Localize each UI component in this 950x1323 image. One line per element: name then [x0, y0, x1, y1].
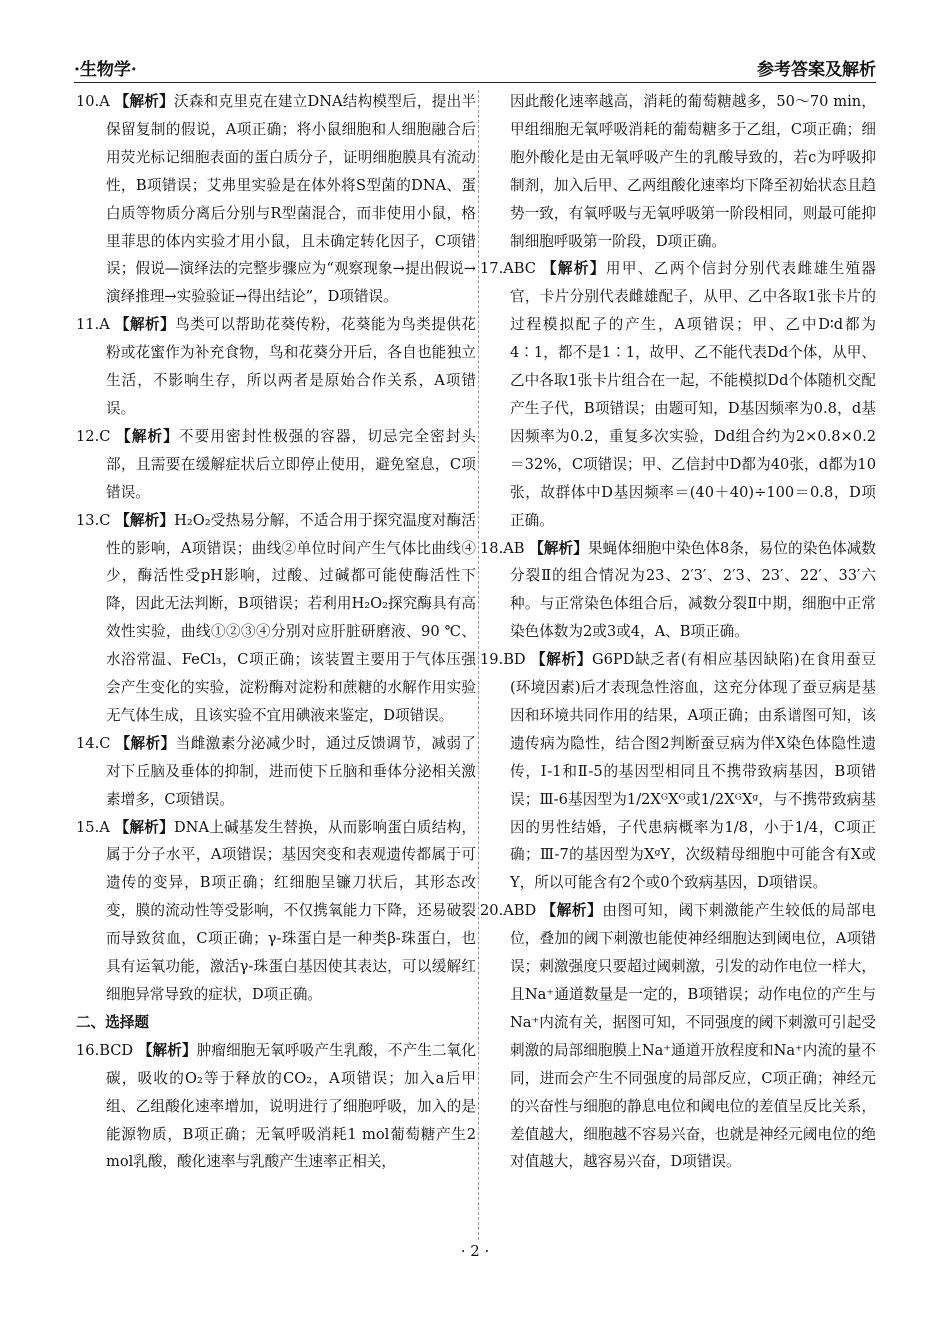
answer-item-15: 15.A 【解析】DNA上碱基发生替换，从而影响蛋白质结构，属于分子水平，A项错误；基因突变和表观遗传都属于可遗传的变异，B项正确；红细胞呈镰刀状后，其形态改变，膜的流动性等受影响，不仅携氧能力下降，还易破裂而导致贫血，C项正确；γ-珠蛋白是一种类β-珠蛋白，也具有运氧功能，激活γ-珠蛋白基因使其表达，可以缓解红细胞异常导致的症状，D项正确。 — [76, 818, 476, 1003]
answer-item-13: 13.C 【解析】H₂O₂受热易分解，不适合用于探究温度对酶活性的影响，A项错误；曲线②单位时间产生气体比曲线④少，酶活性受pH影响，过酸、过碱都可能使酶活性下降，因此无法判断，B项错误；若利用H₂O₂探究酶具有高效性实验，曲线①②③④分别对应肝脏研磨液、90 ℃、水浴常温、FeCl₃，C项正确；该装置主要用于气体压强会产生变化的实验，淀粉酶对淀粉和蔗糖的水解作用实验无气体生成，且该实验不宜用碘液来鉴定，D项错误。 — [76, 511, 476, 724]
answer-item-20: 20.ABD 【解析】由图可知，阈下刺激能产生较低的局部电位，叠加的阈下刺激也能使神经细胞达到阈电位，A项错误；刺激强度只要超过阈刺激，引发的动作电位一样大，且Na⁺通道数量是一定的，B项错误；动作电位的产生与Na⁺内流有关，据图可知，不同强度的阈下刺激可引起受刺激的局部细胞膜上Na⁺通道开放程度和Na⁺内流的量不同，进而会产生不同强度的局部反应，C项正确；神经元的兴奋性与细胞的静息电位和阈电位的差值呈反比关系，差值越大，细胞越不容易兴奋，也就是神经元阈电位的绝对值越大，越容易兴奋，D项错误。 — [480, 902, 876, 1171]
right-column — [480, 88, 876, 1176]
answer-item-16-continued: 因此酸化速率越高，消耗的葡萄糖越多，50～70 min，甲组细胞无氧呼吸消耗的葡萄糖多于乙组，C项正确；细胞外酸化是由无氧呼吸产生的乳酸导致的，若c为呼吸抑制剂，加入后甲、乙两组酸化速率均下降至初始状态且趋势一致，有氧呼吸与无氧呼吸第一阶段相同，则最可能抑制细胞呼吸第一阶段，D项正确。 — [510, 93, 876, 250]
answer-item-14: 14.C 【解析】当雌激素分泌减少时，通过反馈调节，减弱了对下丘脑及垂体的抑制，进而使下丘脑和垂体分泌相关激素增多，C项错误。 — [76, 734, 476, 808]
answer-item-10: 10.A 【解析】沃森和克里克在建立DNA结构模型后，提出半保留复制的假说，A项正确；将小鼠细胞和人细胞融合后用荧光标记细胞表面的蛋白质分子，证明细胞膜具有流动性，B项错误；艾弗里实验是在体外将S型菌的DNA、蛋白质等物质分离后分别与R型菌混合，而非使用小鼠，格里菲思的体内实验才用小鼠，且未确定转化因子，C项错误；假说—演绎法的完整步骤应为“观察现象→提出假说→演绎推理→实验验证→得出结论”，D项错误。 — [76, 93, 476, 306]
page-number: · 2 · — [460, 1242, 490, 1260]
section-title: 参考答案及解析 — [757, 60, 876, 80]
page-header — [74, 52, 876, 83]
column-divider — [478, 90, 479, 1240]
answer-item-18: 18.AB 【解析】果蝇体细胞中染色体8条，易位的染色体减数分裂Ⅱ的组合情况为23、2′3′、2′3、23′、22′、33′六种。与正常染色体组合后，减数分裂Ⅱ中期，细胞中正常染色体数为2或3或4，A、B项正确。 — [480, 539, 876, 641]
left-column — [76, 88, 476, 1176]
answer-item-17: 17.ABC 【解析】用甲、乙两个信封分别代表雌雄生殖器官，卡片分别代表雌雄配子，从甲、乙中各取1张卡片的过程模拟配子的产生，A项错误；甲、乙中D∶d都为4∶1，都不是1∶1，故甲、乙不能代表Dd个体，从甲、乙中各取1张卡片组合在一起，不能模拟Dd个体随机交配产生子代，B项错误；由题可知，D基因频率为0.8，d基因频率为0.2，重复多次实验，Dd组合约为2×0.8×0.2＝32%，C项错误；甲、乙信封中D都为40张，d都为10张，故群体中D基因频率＝(40＋40)÷100＝0.8，D项正确。 — [480, 260, 876, 529]
section-heading: 二、选择题 — [76, 1013, 149, 1031]
answer-item-11: 11.A 【解析】鸟类可以帮助花葵传粉，花葵能为鸟类提供花粉或花蜜作为补充食物，鸟和花葵分开后，各自也能独立生活，不影响生存，所以两者是原始合作关系，A项错误。 — [76, 316, 476, 417]
subject-title: ·生物学· — [74, 60, 137, 80]
answer-item-19: 19.BD 【解析】G6PD缺乏者(有相应基因缺陷)在食用蚕豆(环境因素)后才表现急性溶血，这充分体现了蚕豆病是基因和环境共同作用的结果，A项正确；由系谱图可知，该遗传病为隐性，结合图2判断蚕豆病为伴X染色体隐性遗传，Ⅰ-1和Ⅱ-5的基因型相同且不携带致病基因，B项错误；Ⅲ-6基因型为1/2XᴳXᴳ或1/2XᴳXᵍ，与不携带致病基因的男性结婚，子代患病概率为1/8，小于1/4，C项正确；Ⅲ-7的基因型为XᵍY，次级精母细胞中可能含有X或Y，所以可能含有2个或0个致病基因，D项错误。 — [480, 651, 876, 892]
answer-item-12: 12.C 【解析】不要用密封性极强的容器，切忌完全密封头部，且需要在缓解症状后立即停止使用，避免窒息，C项错误。 — [76, 427, 476, 501]
answer-item-16: 16.BCD 【解析】肿瘤细胞无氧呼吸产生乳酸，不产生二氧化碳，吸收的O₂等于释放的CO₂，A项错误；加入a后甲组、乙组酸化速率增加，说明进行了细胞呼吸，加入的是能源物质，B项正确；无氧呼吸消耗1 mol葡萄糖产生2 mol乳酸，酸化速率与乳酸产生速率正相关， — [76, 1041, 476, 1171]
